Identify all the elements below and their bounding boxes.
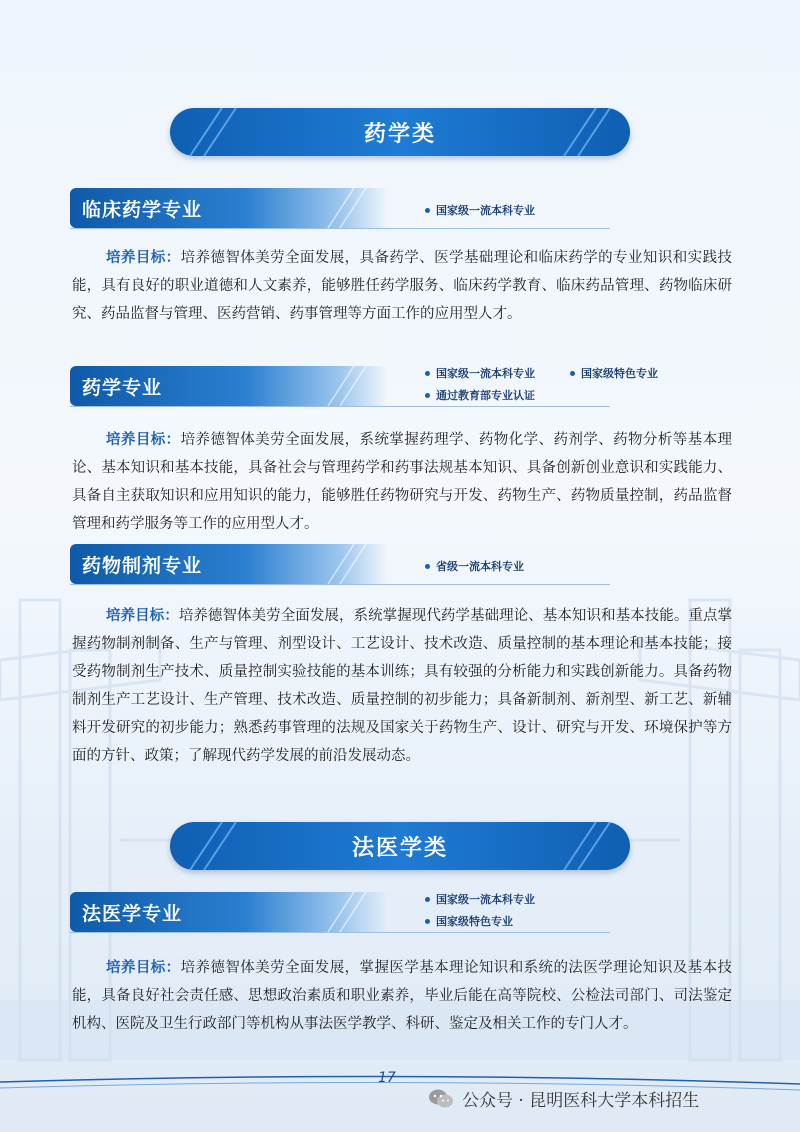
category-title: 法医学类 [351,835,448,861]
badge: 国家级一流本科专业 [425,891,535,907]
divider [70,932,610,933]
wechat-account-label [428,1086,699,1111]
badge: 通过教育部专业认证 [425,387,535,403]
wechat-text: 公众号 · 昆明医科大学本科招生 [462,1091,700,1111]
major-heading-pharmacy [70,366,388,406]
bullet-icon [425,371,430,376]
category-banner-forensic [170,822,630,870]
heading-stripe-decoration [308,892,388,932]
goal-label: 培养目标： [106,960,181,976]
badge: 国家级特色专业 [570,365,658,381]
bullet-icon [425,208,430,213]
major-heading-pharmaceutics [70,544,388,584]
bullet-icon [425,564,430,569]
major-description [72,244,732,328]
major-description [72,602,732,770]
divider [70,584,610,585]
badge: 国家级一流本科专业 [425,202,535,218]
goal-text: 培养德智体美劳全面发展，系统掌握药理学、药物化学、药剂学、药物分析等基本理论、基本知识和基本技能，具备社会与管理药学和药事法规基本知识、具备创新创业意识和实践能力、具备自主获取知识和应用知识的能力，能够胜任药物研究与开发、药物生产、药物质量控制，药品监督管理和药学服务等工作的应用型人才。 [72,432,733,532]
bullet-icon [570,371,575,376]
goal-label: 培养目标： [106,608,179,624]
bullet-icon [425,393,430,398]
category-banner-pharmacy [170,108,630,156]
major-name: 药物制剂专业 [82,554,203,577]
badge: 国家级一流本科专业 [425,365,535,381]
goal-label: 培养目标： [106,432,181,448]
heading-stripe-decoration [308,366,388,406]
bullet-icon [425,919,430,924]
divider [70,406,610,407]
major-heading-forensic-medicine [70,892,388,932]
wechat-icon [428,1088,454,1110]
page-number: 17 [378,1070,396,1086]
major-name: 药学专业 [82,376,163,399]
category-title: 药学类 [363,121,436,147]
goal-text: 培养德智体美劳全面发展，系统掌握现代药学基础理论、基本知识和基本技能。重点掌握药物制剂制备、生产与管理、剂型设计、工艺设计、技术改造、质量控制的基本理论和基本技能；接受药物制剂生产技术、质量控制实验技能的基本训练；具有较强的分析能力和实践创新能力。具备药物制剂生产工艺设计、生产管理、技术改造、质量控制的初步能力；具备新制剂、新剂型、新工艺、新辅料开发研究的初步能力；熟悉药事管理的法规及国家关于药物生产、设计、研究与开发、环境保护等方面的方针、政策；了解现代药学发展的前沿发展动态。 [72,608,733,764]
major-name: 法医学专业 [82,902,183,925]
badge: 国家级特色专业 [425,913,513,929]
goal-text: 培养德智体美劳全面发展，掌握医学基本理论知识和系统的法医学理论知识及基本技能，具备良好社会责任感、思想政治素质和职业素养，毕业后能在高等院校、公检法司部门、司法鉴定机构、医院及卫生行政部门等机构从事法医学教学、科研、鉴定及相关工作的专门人才。 [72,960,733,1032]
heading-stripe-decoration [308,544,388,584]
bullet-icon [425,897,430,902]
major-name: 临床药学专业 [82,198,203,221]
goal-label: 培养目标： [106,250,181,266]
heading-stripe-decoration [308,188,388,228]
major-heading-clinical-pharmacy [70,188,388,228]
major-description [72,954,732,1038]
goal-text: 培养德智体美劳全面发展，具备药学、医学基础理论和临床药学的专业知识和实践技能，具有良好的职业道德和人文素养，能够胜任药学服务、临床药学教育、临床药品管理、药物临床研究、药品监督与管理、医药营销、药事管理等方面工作的应用型人才。 [72,250,733,322]
major-description [72,426,732,538]
badge: 省级一流本科专业 [425,558,524,574]
divider [70,228,610,229]
